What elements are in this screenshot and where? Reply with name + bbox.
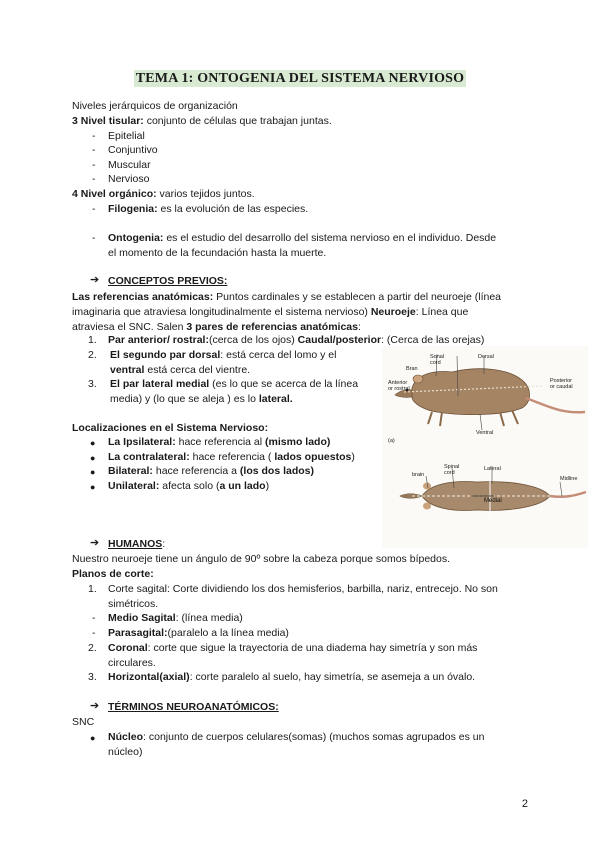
loc-text: hace referencia al (175, 436, 266, 448)
arrow-icon: ➔ (90, 700, 100, 712)
label-posterior: Posterior or caudal (550, 378, 573, 390)
dash-marker: - (92, 612, 96, 624)
bullet-marker: ● (90, 467, 96, 477)
localizaciones-heading: Localizaciones en el Sistema Nervioso: (72, 422, 269, 434)
label-panel-a: (a) (388, 438, 395, 444)
dash-marker: - (92, 232, 96, 244)
page-title: TEMA 1: ONTOGENIA DEL SISTEMA NERVIOSO (135, 71, 465, 86)
label-lateral: Lateral (484, 466, 501, 472)
plano-bold: Parasagital: (108, 627, 168, 639)
dash-marker: - (92, 203, 96, 215)
bullet-marker: ● (90, 733, 96, 743)
dash-marker: - (92, 130, 96, 142)
label-dorsal: Dorsal (478, 354, 494, 360)
loc-bold: Unilateral: (108, 480, 160, 492)
list-number: 3. (88, 378, 97, 390)
snc-label: SNC (72, 716, 95, 728)
loc-bold: lados opuestos (274, 451, 352, 463)
referencias-paragraph (72, 290, 528, 334)
nucleo-bold: Núcleo (108, 731, 144, 743)
par-bold: lateral. (258, 392, 293, 405)
loc-text: ) (265, 480, 270, 492)
par-bold: El par lateral medial (110, 378, 210, 390)
loc-text: ) (351, 451, 355, 463)
rat-anatomy-figure (382, 346, 588, 548)
plano-text: circulares. (108, 656, 156, 669)
nivel-organico-text: varios tejidos juntos. (156, 188, 255, 200)
plano-bold: Horizontal(axial) (108, 671, 190, 683)
par-bold: ventral (110, 363, 145, 376)
plano-horizontal (108, 670, 475, 685)
nivel-tisular-text: conjunto de células que trabajan juntas. (143, 115, 332, 127)
par-text: (cerca de los ojos) (208, 334, 298, 346)
plano-coronal (108, 641, 528, 671)
bullet-marker: ● (90, 453, 96, 463)
referencias-text: : Línea que (415, 305, 469, 318)
label-ventral: Ventral (476, 430, 494, 436)
dash-marker: - (92, 144, 96, 156)
ontogenia-label: Ontogenia: (108, 232, 164, 244)
neuroeje-term: Neuroeje (370, 305, 416, 318)
intro-line: Niveles jerárquicos de organización (72, 100, 238, 112)
plano-parasagital (108, 626, 289, 641)
filogenia-text: es la evolución de las especies. (157, 203, 309, 215)
par-text: media) y (lo que se aleja ) es lo (110, 392, 259, 405)
localizacion-item (108, 479, 269, 494)
conceptos-heading: CONCEPTOS PREVIOS: (108, 275, 228, 287)
list-item: Epitelial (108, 130, 145, 142)
terminos-heading: TÉRMINOS NEUROANATÓMICOS: (108, 701, 279, 713)
plano-text: : (línea media) (175, 612, 243, 624)
arrow-icon: ➔ (90, 537, 100, 549)
dash-marker: - (92, 627, 96, 639)
plano-text: simétricos. (108, 597, 159, 610)
loc-bold: a un lado (219, 480, 266, 492)
page-number: 2 (521, 798, 528, 810)
page-title-wrap (0, 72, 600, 87)
localizacion-item (108, 450, 355, 465)
par-text: : está cerca del lomo y el (220, 349, 337, 361)
plano-text: : corte que sigue la trayectoria de una diadema hay simetría y son más (147, 642, 478, 654)
nivel-organico-label: 4 Nivel orgánico: (72, 188, 157, 200)
rat-illustration (382, 346, 588, 548)
plano-text: (paralelo a la línea media) (167, 627, 289, 639)
humanos-heading: HUMANOS (108, 538, 163, 550)
humanos-text: Nuestro neuroeje tiene un ángulo de 90º sobre la cabeza porque somos bípedos. (72, 553, 451, 565)
loc-bold: Bilateral: (108, 465, 153, 477)
plano-bold: Coronal (108, 642, 148, 654)
planos-heading: Planos de corte: (72, 568, 154, 580)
par-bold: Caudal/posterior (297, 334, 382, 346)
humanos-heading-tail: : (162, 538, 166, 550)
label-midline: Midline (560, 476, 578, 482)
label-brain-2: brain (412, 472, 425, 478)
plano-text: : corte paralelo al suelo, hay simetría, se asemeja a un óvalo. (189, 671, 476, 683)
nivel-tisular-label: 3 Nivel tisular: (72, 115, 144, 127)
referencias-text: imaginaria que atraviesa longitudinalmente el sistema nervioso) (72, 305, 371, 318)
pares-term: 3 pares de referencias anatómicas (186, 320, 358, 333)
rat-side-view (395, 354, 585, 430)
label-medial: Medial (484, 498, 502, 504)
plano-bold: Medio Sagital (108, 612, 176, 624)
label-brain: Bran (406, 366, 418, 372)
list-item: Conjuntivo (108, 144, 158, 156)
loc-bold: (mismo lado) (265, 436, 331, 448)
nucleo-item (108, 730, 528, 760)
rat-top-view (400, 466, 586, 518)
par-bold: El segundo par dorsal (110, 349, 221, 361)
referencias-text: : (358, 320, 361, 333)
loc-bold: (los dos lados) (239, 465, 314, 477)
par-text: : (Cerca de las orejas) (381, 334, 485, 346)
localizacion-item (108, 464, 314, 479)
par-text: (es lo que se acerca de la línea (209, 378, 359, 390)
dash-marker: - (92, 173, 96, 185)
label-spinal-cord-2: Spinal cord (444, 464, 460, 476)
par-bold: Par anterior/ rostral: (108, 334, 209, 346)
loc-text: afecta solo ( (159, 480, 220, 492)
referencias-label: Las referencias anatómicas: (72, 291, 214, 303)
loc-text: hace referencia a (152, 465, 240, 477)
ontogenia-text-2: el momento de la fecundación hasta la muerte. (108, 246, 327, 259)
localizacion-item (108, 435, 330, 450)
nucleo-text: : conjunto de cuerpos celulares(somas) (muchos somas agrupados es un (143, 731, 485, 743)
nivel-organico (72, 187, 255, 202)
list-number: 1. (88, 334, 97, 346)
loc-text: hace referencia ( (189, 451, 275, 463)
nucleo-text: núcleo) (108, 745, 143, 758)
list-number: 3. (88, 671, 97, 683)
par-item (110, 377, 358, 407)
loc-bold: La Ipsilateral: (108, 436, 176, 448)
referencias-text: atraviesa el SNC. Salen (72, 320, 187, 333)
bullet-marker: ● (90, 438, 96, 448)
bullet-marker: ● (90, 482, 96, 492)
loc-bold: La contralateral: (108, 451, 190, 463)
list-number: 1. (88, 583, 97, 595)
plano-medio-sagital (108, 611, 243, 626)
nivel-tisular (72, 114, 332, 129)
label-anterior: Anterior or rostral (388, 380, 410, 392)
referencias-text: Puntos cardinales y se establecen a partir del neuroeje (línea (213, 291, 502, 303)
ontogenia (108, 231, 528, 261)
plano-sagital (108, 582, 498, 612)
list-item: Nervioso (108, 173, 150, 185)
filogenia-label: Filogenia: (108, 203, 158, 215)
arrow-icon: ➔ (90, 274, 100, 286)
par-item (110, 348, 336, 378)
dash-marker: - (92, 159, 96, 171)
label-spinal-cord: Sonal cord (430, 354, 445, 366)
list-number: 2. (88, 349, 97, 361)
ontogenia-text: es el estudio del desarrollo del sistema nervioso en el individuo. Desde (163, 232, 497, 244)
filogenia (108, 202, 308, 217)
list-number: 2. (88, 642, 97, 654)
par-text: está cerca del vientre. (144, 363, 251, 376)
plano-text: Corte sagital: Corte dividiendo los dos hemisferios, barbilla, nariz, entrecejo. No son (108, 583, 498, 595)
list-item: Muscular (108, 159, 151, 171)
humanos-heading-wrap (108, 537, 165, 552)
